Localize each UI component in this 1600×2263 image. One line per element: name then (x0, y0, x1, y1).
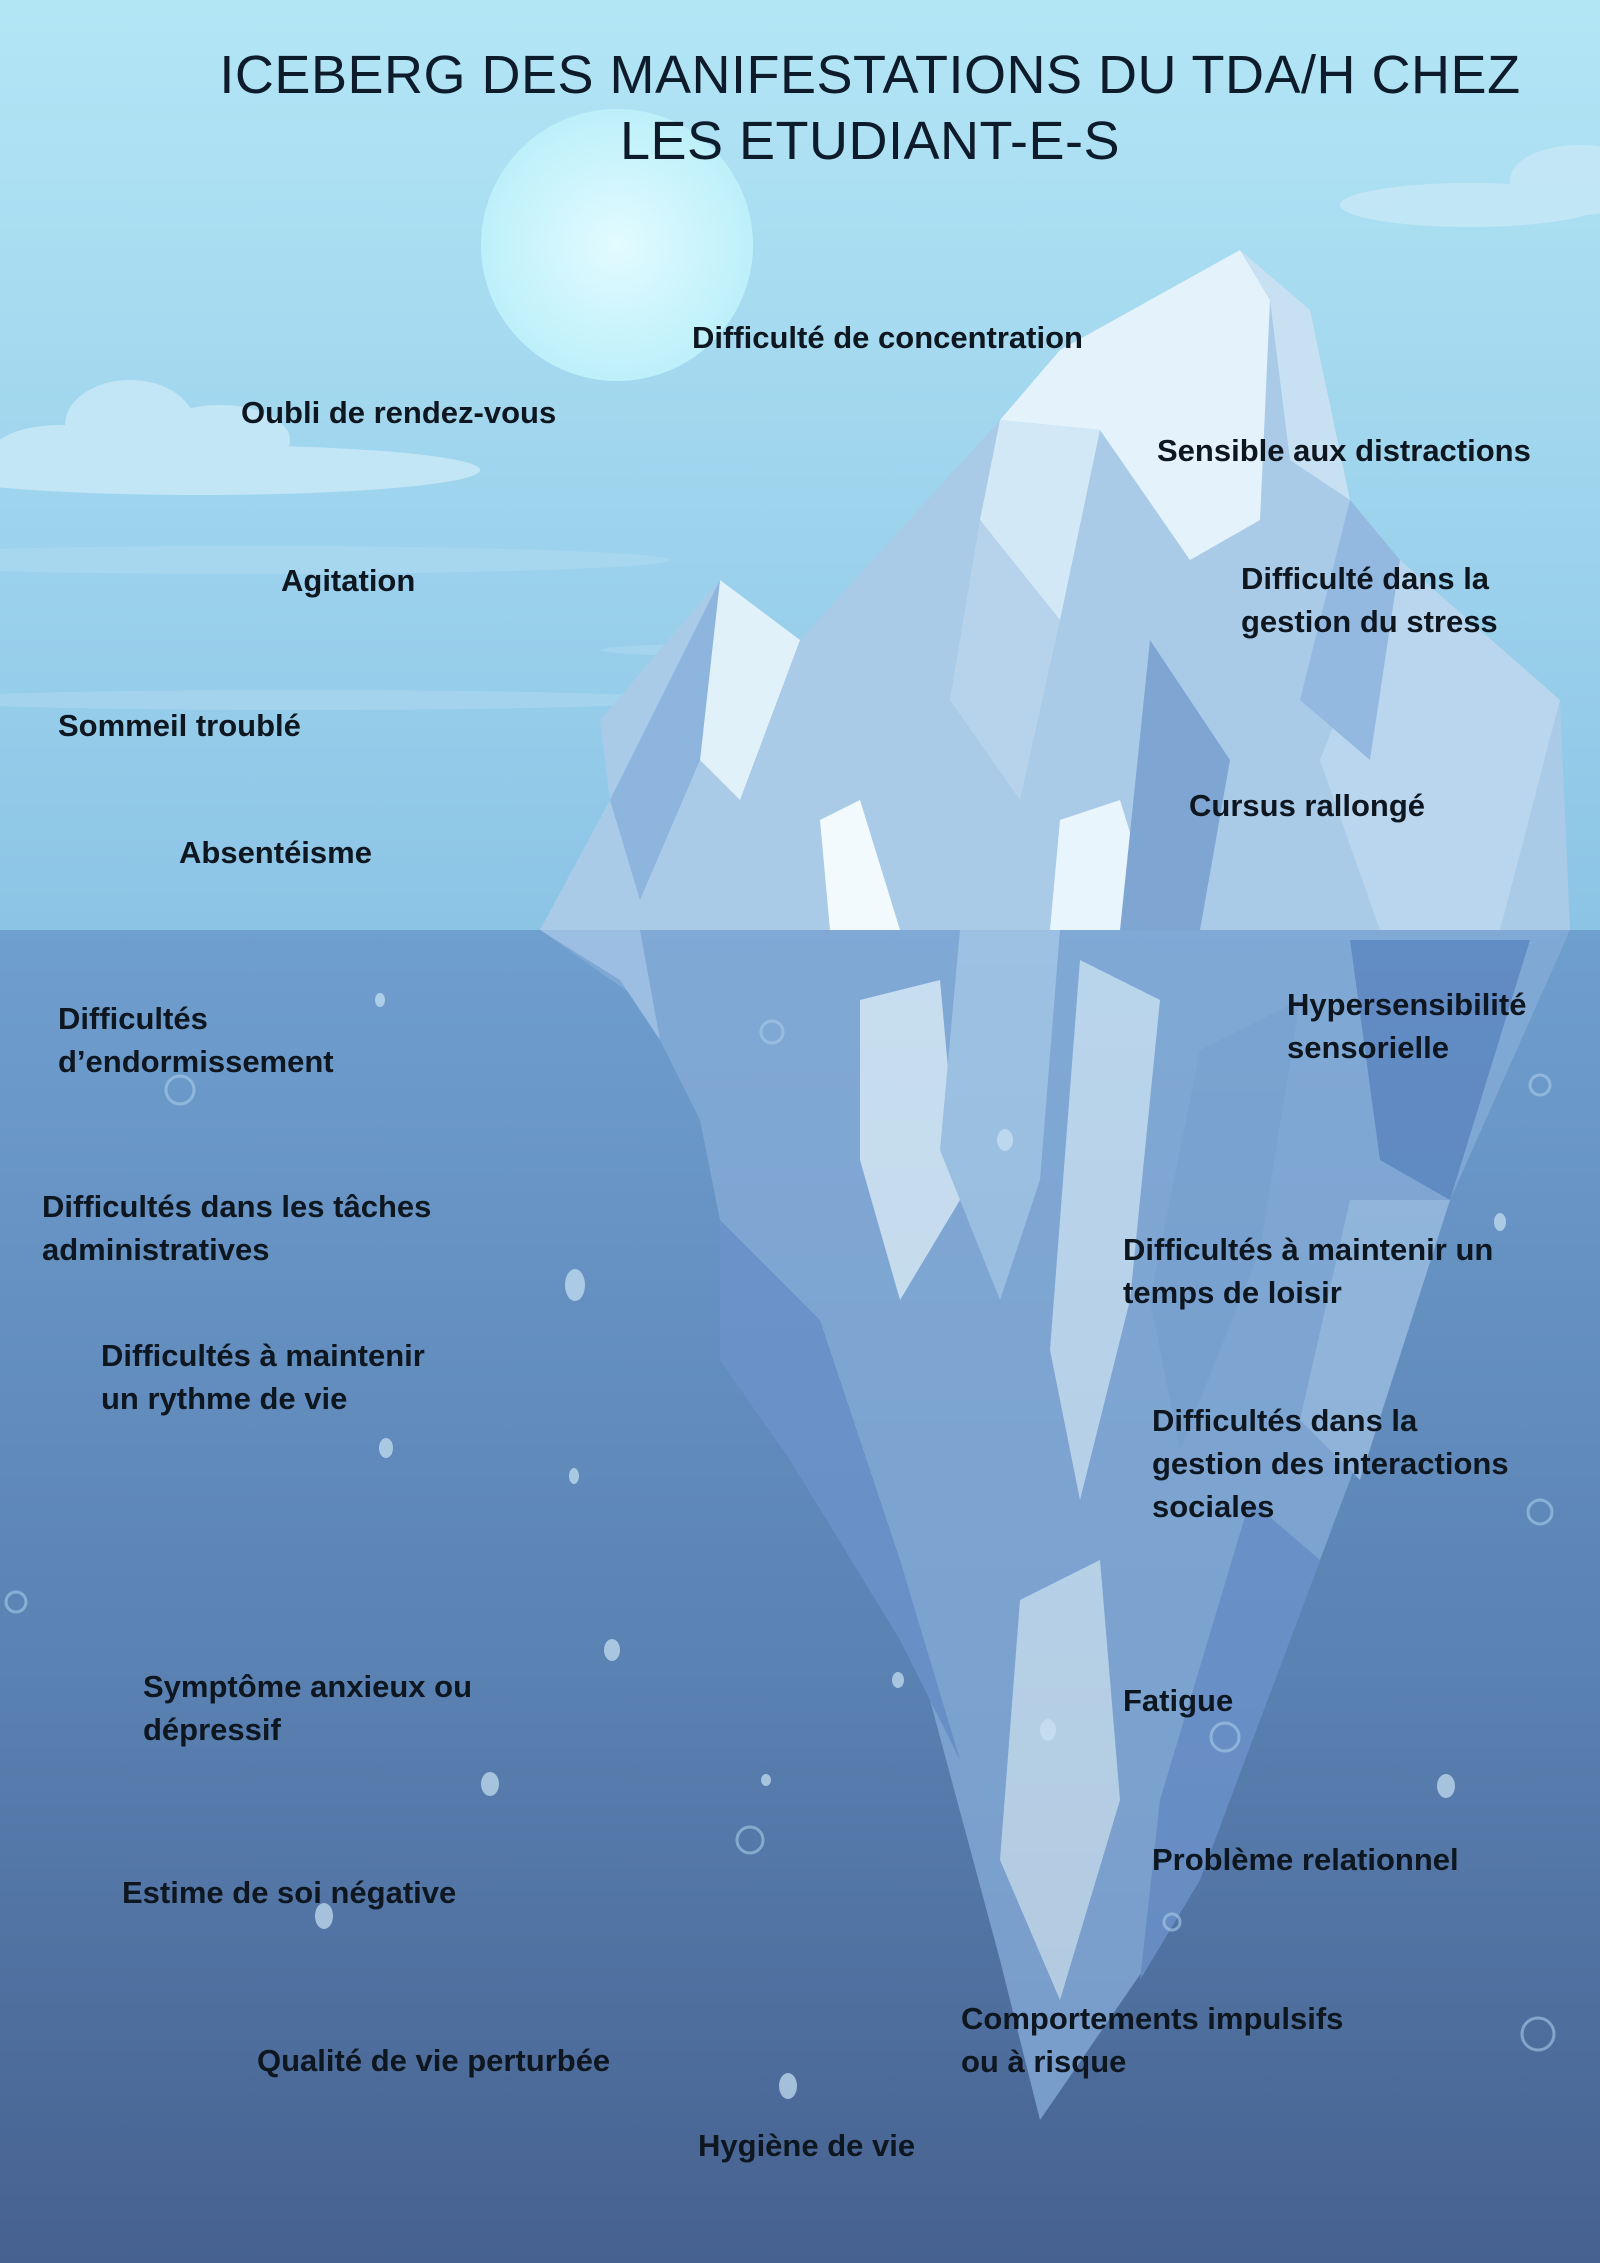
label-probleme-relationnel: Problème relationnel (1152, 1842, 1459, 1877)
label-rythme-de-vie: Difficultés à maintenir un rythme de vie (101, 1338, 425, 1416)
label-sensible-distractions: Sensible aux distractions (1157, 433, 1531, 468)
label-gestion-stress: Difficulté dans la gestion du stress (1241, 561, 1498, 639)
label-estime-soi: Estime de soi négative (122, 1875, 457, 1910)
label-difficulte-concentration: Difficulté de concentration (692, 320, 1083, 355)
title-line-2: LES ETUDIANT-E-S (619, 111, 1121, 171)
label-hypersensibilite-sensorielle: Hypersensibilité sensorielle (1287, 987, 1527, 1065)
label-qualite-de-vie: Qualité de vie perturbée (257, 2043, 611, 2078)
label-absenteisme: Absentéisme (179, 835, 372, 870)
label-fatigue: Fatigue (1123, 1683, 1234, 1718)
title-line-1: ICEBERG DES MANIFESTATIONS DU TDA/H CHEZ (219, 45, 1521, 105)
label-interactions-sociales: Difficultés dans la gestion des interactions sociales (1152, 1403, 1509, 1524)
label-symptome-anxieux: Symptôme anxieux ou dépressif (143, 1669, 473, 1747)
page-title (200, 42, 1540, 174)
label-comportements-impulsifs: Comportements impulsifs ou à risque (961, 2001, 1344, 2079)
label-agitation: Agitation (281, 563, 416, 598)
label-sommeil-trouble: Sommeil troublé (58, 708, 301, 743)
label-difficultes-endormissement: Difficultés d’endormissement (58, 1001, 334, 1079)
label-temps-loisir: Difficultés à maintenir un temps de loisir (1123, 1232, 1494, 1310)
label-taches-administratives: Difficultés dans les tâches administratives (42, 1189, 432, 1267)
label-hygiene-de-vie: Hygiène de vie (698, 2128, 916, 2163)
label-cursus-rallonge: Cursus rallongé (1189, 788, 1425, 823)
label-oubli-rendez-vous: Oubli de rendez-vous (241, 395, 557, 430)
